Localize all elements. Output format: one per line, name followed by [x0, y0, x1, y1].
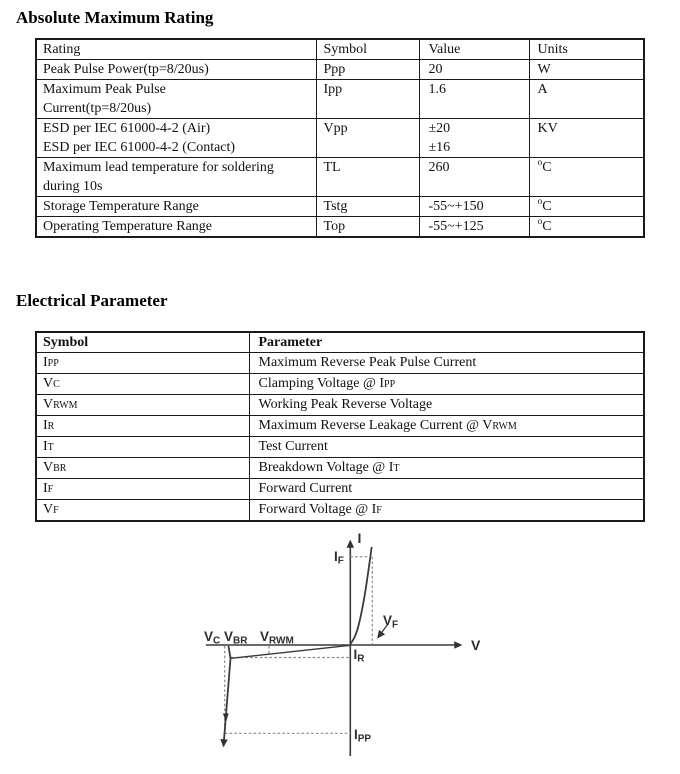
table-row [36, 197, 644, 217]
breakdown-direction-arrow-icon [223, 713, 229, 722]
symbol-cell: IT [36, 437, 249, 458]
section-title-absolute-maximum-rating: Absolute Maximum Rating [16, 8, 214, 27]
current-axis-label: I [357, 530, 362, 546]
units-cell: W [529, 60, 644, 80]
parameter-cell: Maximum Reverse Leakage Current @ VRWM [249, 416, 644, 437]
voltage-axis-label: V [471, 637, 481, 653]
table-row [36, 80, 644, 119]
parameter-cell: Forward Current [249, 479, 644, 500]
parameter-cell: Breakdown Voltage @ IT [249, 458, 644, 479]
absolute-maximum-rating-table [35, 38, 645, 238]
rating-cell: Operating Temperature Range [43, 219, 213, 234]
parameter-cell: Clamping Voltage @ IPP [249, 374, 644, 395]
ipp-label: IPP [354, 727, 372, 745]
symbol-cell: Ppp [316, 60, 419, 80]
rating-cell: Maximum lead temperature for soldering [43, 160, 274, 175]
value-cell: -55~+125 [428, 219, 484, 234]
table-row [36, 500, 644, 522]
value-cell: 260 [428, 160, 450, 175]
symbol-cell: Ipp [316, 80, 419, 119]
iv-curve-diagram [195, 525, 490, 774]
header-symbol: Symbol [36, 332, 249, 353]
table-row [36, 119, 644, 158]
table-row [36, 416, 644, 437]
units-cell: $^o$C [529, 158, 644, 197]
units-cell: $^o$C [529, 217, 644, 238]
table-row [36, 217, 644, 238]
parameter-cell: Working Peak Reverse Voltage [249, 395, 644, 416]
table-row [36, 353, 644, 374]
units-cell: A [529, 80, 644, 119]
table-row [36, 60, 644, 80]
table-header-row [36, 332, 644, 353]
rating-cell: Peak Pulse Power(tp=8/20us) [43, 62, 209, 77]
value-cell: 20 [428, 62, 443, 77]
symbol-cell: Vpp [316, 119, 419, 158]
rating-cell-line2: ESD per IEC 61000-4-2 (Contact) [43, 140, 236, 155]
value-cell-line2: ±16 [428, 140, 451, 155]
forward-curve [350, 547, 371, 644]
vf-label: VF [383, 613, 399, 631]
parameter-cell: Test Current [249, 437, 644, 458]
parameter-cell: Maximum Reverse Peak Pulse Current [249, 353, 644, 374]
rating-cell-line2: during 10s [43, 179, 103, 194]
table-row [36, 479, 644, 500]
table-row [36, 458, 644, 479]
header-symbol: Symbol [316, 39, 419, 60]
table-row [36, 395, 644, 416]
header-value: Value [419, 39, 529, 60]
parameter-cell: Forward Voltage @ IF [249, 500, 644, 522]
value-cell: -55~+150 [428, 199, 484, 214]
section-title-electrical-parameter: Electrical Parameter [16, 291, 168, 310]
symbol-cell: VF [36, 500, 249, 522]
table-header-row [36, 39, 644, 60]
symbol-cell: IR [36, 416, 249, 437]
symbol-cell: IF [36, 479, 249, 500]
symbol-cell: VC [36, 374, 249, 395]
header-parameter: Parameter [249, 332, 644, 353]
rating-cell: Maximum Peak Pulse [43, 82, 166, 97]
value-cell: 1.6 [428, 82, 446, 97]
symbol-cell: Tstg [316, 197, 419, 217]
table-row [36, 374, 644, 395]
if-label: IF [334, 549, 344, 567]
vrwm-label: VRWM [260, 629, 294, 647]
rating-cell-line2: Current(tp=8/20us) [43, 101, 152, 116]
rating-cell: ESD per IEC 61000-4-2 (Air) [43, 121, 211, 136]
header-rating: Rating [36, 39, 316, 60]
electrical-parameter-table [35, 331, 645, 522]
units-cell: $^o$C [529, 197, 644, 217]
reverse-leakage-line [231, 645, 350, 658]
value-cell: ±20 [428, 121, 451, 136]
header-units: Units [529, 39, 644, 60]
rating-cell: Storage Temperature Range [43, 199, 199, 214]
symbol-cell: VRWM [36, 395, 249, 416]
units-cell: KV [529, 119, 644, 158]
vbr-label: VBR [224, 629, 248, 647]
table-row [36, 158, 644, 197]
symbol-cell: Top [316, 217, 419, 238]
symbol-cell: TL [316, 158, 419, 197]
ir-label: IR [353, 647, 365, 665]
symbol-cell: IPP [36, 353, 249, 374]
table-row [36, 437, 644, 458]
vc-label: VC [204, 629, 221, 647]
symbol-cell: VBR [36, 458, 249, 479]
